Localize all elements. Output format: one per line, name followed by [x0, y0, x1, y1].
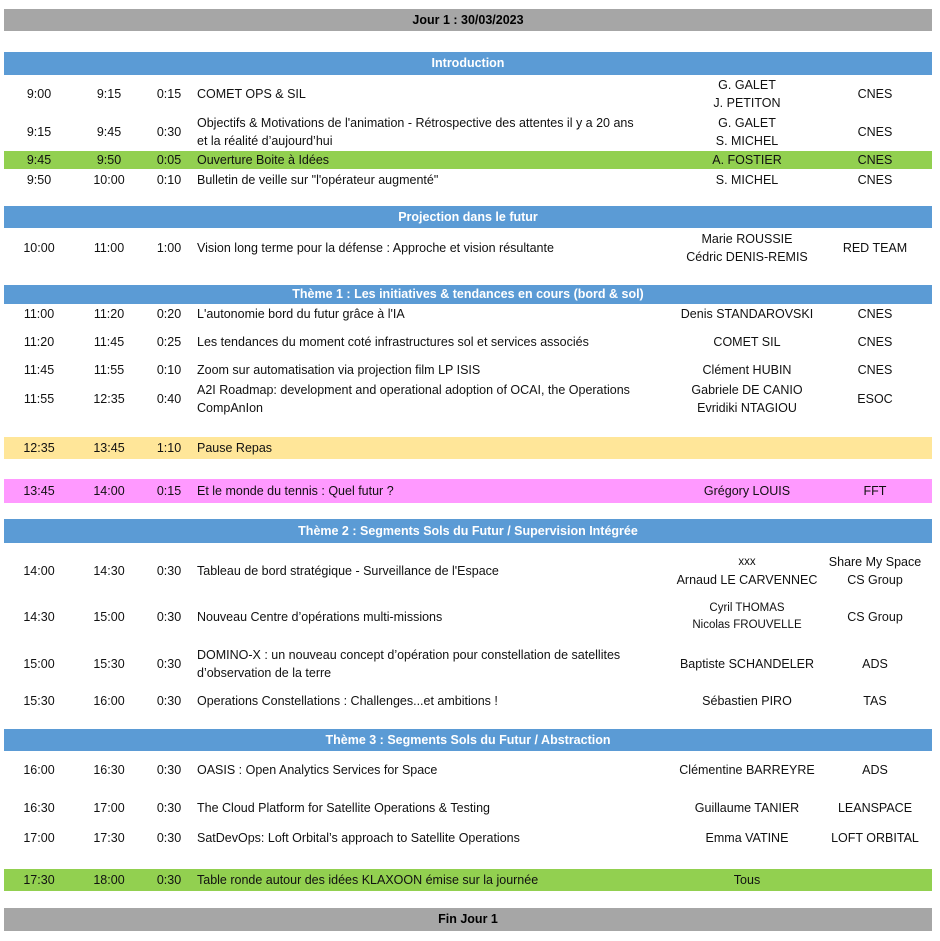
- speaker-name: Evridiki NTAGIOU: [697, 400, 797, 415]
- duration: 0:30: [156, 610, 182, 624]
- section-theme-1: Thème 1 : Les initiatives & tendances en cours (bord & sol): [4, 285, 932, 304]
- start-time: 11:20: [23, 335, 55, 349]
- schedule-row: [4, 552, 932, 590]
- section-theme-3: Thème 3 : Segments Sols du Futur / Abstraction: [4, 729, 932, 751]
- session-title: Ouverture Boite à Idées: [197, 153, 330, 167]
- organization: CNES: [857, 172, 893, 187]
- end-time: 14:30: [93, 564, 125, 578]
- start-time: 17:00: [23, 831, 55, 845]
- start-time: 12:35: [23, 441, 55, 455]
- end-time: 13:45: [93, 441, 125, 455]
- start-time: 9:00: [26, 87, 52, 101]
- speaker-name: Clémentine BARREYRE: [679, 763, 815, 777]
- schedule-row: [4, 170, 932, 189]
- speakers: [667, 76, 827, 112]
- end-time: 9:45: [96, 124, 122, 139]
- schedule-row: [4, 304, 932, 324]
- speaker-name: J. PETITON: [713, 96, 781, 110]
- end-time: 11:55: [93, 363, 125, 377]
- start-time: 16:00: [23, 763, 55, 777]
- duration: 0:10: [156, 363, 182, 377]
- duration: 0:40: [156, 391, 182, 406]
- session-title: [197, 113, 677, 150]
- duration: 0:30: [156, 124, 182, 139]
- duration: 1:00: [156, 241, 182, 255]
- schedule-row-highlight: [4, 479, 932, 503]
- end-time: 14:00: [93, 484, 125, 498]
- section-theme-2: Thème 2 : Segments Sols du Futur / Supervision Intégrée: [4, 519, 932, 543]
- schedule-row-lunch: [4, 437, 932, 459]
- end-time: 15:00: [93, 610, 125, 624]
- speaker-name: xxx: [738, 555, 756, 568]
- organization: ADS: [862, 763, 888, 777]
- duration: 0:15: [156, 484, 182, 498]
- session-title: Les tendances du moment coté infrastructures sol et services associés: [197, 335, 589, 349]
- organizations: [822, 552, 928, 590]
- speaker-name: S. MICHEL: [715, 133, 779, 148]
- session-title: Tableau de bord stratégique - Surveillance de l'Espace: [197, 564, 499, 578]
- end-time: 9:15: [96, 87, 122, 101]
- speaker-name: Gabriele DE CANIO: [691, 382, 803, 397]
- session-title: Et le monde du tennis : Quel futur ?: [197, 484, 394, 498]
- start-time: 11:55: [23, 391, 55, 406]
- organization: CNES: [857, 363, 893, 377]
- session-title: Bulletin de veille sur "l'opérateur augmenté": [197, 172, 439, 187]
- session-title: COMET OPS & SIL: [197, 87, 306, 101]
- start-time: 15:30: [23, 694, 55, 708]
- schedule-row: [4, 76, 932, 112]
- speakers: [667, 113, 827, 150]
- organization: TAS: [863, 694, 887, 708]
- duration: 0:30: [156, 831, 182, 845]
- schedule-row: [4, 691, 932, 711]
- speaker-name: S. MICHEL: [715, 172, 779, 187]
- start-time: 9:45: [26, 153, 52, 167]
- schedule-row: [4, 828, 932, 848]
- duration: 0:30: [156, 564, 182, 578]
- session-title-line: DOMINO-X : un nouveau concept d’opération pour constellation de satellites: [197, 648, 621, 662]
- speaker-name: Cédric DENIS-REMIS: [686, 250, 808, 264]
- duration: 1:10: [156, 441, 182, 455]
- end-time: 15:30: [93, 657, 125, 671]
- end-time: 10:00: [93, 172, 125, 187]
- end-time: 17:00: [93, 801, 125, 815]
- start-time: 15:00: [23, 657, 55, 671]
- day-header: Jour 1 : 30/03/2023: [4, 9, 932, 31]
- organization: ADS: [862, 657, 888, 671]
- speakers: [667, 598, 827, 636]
- speaker-name: Arnaud LE CARVENNEC: [676, 572, 818, 587]
- end-time: 16:00: [93, 694, 125, 708]
- start-time: 13:45: [23, 484, 55, 498]
- section-introduction: Introduction: [4, 52, 932, 75]
- section-projection: Projection dans le futur: [4, 206, 932, 228]
- schedule-row: [4, 798, 932, 818]
- start-time: 14:30: [23, 610, 55, 624]
- speaker-name: G. GALET: [718, 115, 776, 130]
- organization: CNES: [857, 87, 893, 101]
- duration: 0:30: [156, 694, 182, 708]
- duration: 0:30: [156, 763, 182, 777]
- end-time: 11:45: [93, 335, 125, 349]
- schedule-row-highlight: [4, 151, 932, 169]
- speakers: [667, 380, 827, 417]
- duration: 0:05: [156, 153, 182, 167]
- schedule-row: [4, 332, 932, 352]
- organization: CNES: [857, 307, 893, 321]
- end-time: 17:30: [93, 831, 125, 845]
- duration: 0:30: [156, 873, 182, 887]
- speaker-name: Nicolas FROUVELLE: [692, 619, 802, 631]
- duration: 0:15: [156, 87, 182, 101]
- speaker-name: Marie ROUSSIE: [701, 232, 793, 246]
- end-time: 9:50: [96, 153, 122, 167]
- organization: CNES: [857, 124, 893, 139]
- start-time: 16:30: [23, 801, 55, 815]
- schedule-row: [4, 598, 932, 636]
- speaker-name: Emma VATINE: [705, 831, 789, 845]
- schedule-row-highlight: [4, 869, 932, 891]
- session-title: [197, 645, 677, 683]
- start-time: 9:15: [26, 124, 52, 139]
- day-footer: Fin Jour 1: [4, 908, 932, 931]
- session-title: Operations Constellations : Challenges...et ambitions !: [197, 694, 498, 708]
- schedule-row: [4, 229, 932, 267]
- session-title-line: d’observation de la terre: [197, 666, 332, 680]
- start-time: 17:30: [23, 873, 55, 887]
- session-title: [197, 380, 677, 417]
- session-title: OASIS : Open Analytics Services for Space: [197, 763, 438, 777]
- organization: CNES: [857, 335, 893, 349]
- speaker-name: Baptiste SCHANDELER: [679, 657, 815, 671]
- speaker-name: Guillaume TANIER: [694, 801, 800, 815]
- session-title-line: Objectifs & Motivations de l'animation - Rétrospective des attentes il y a 20 ans: [197, 115, 634, 130]
- speaker-name: Tous: [733, 873, 761, 887]
- session-title: Nouveau Centre d’opérations multi-missions: [197, 610, 443, 624]
- end-time: 11:00: [93, 241, 125, 255]
- organization: CS Group: [847, 573, 903, 587]
- duration: 0:10: [156, 172, 182, 187]
- speaker-name: Cyril THOMAS: [709, 602, 785, 614]
- organization: RED TEAM: [842, 241, 908, 255]
- schedule-row: [4, 760, 932, 780]
- organization: FFT: [863, 484, 887, 498]
- speaker-name: A. FOSTIER: [712, 153, 782, 167]
- speakers: [667, 552, 827, 590]
- duration: 0:30: [156, 801, 182, 815]
- session-title-line: A2I Roadmap: development and operational adoption of OCAI, the Operations: [197, 382, 630, 397]
- speaker-name: Denis STANDAROVSKI: [680, 307, 814, 321]
- session-title: SatDevOps: Loft Orbital’s approach to Satellite Operations: [197, 831, 520, 845]
- duration: 0:20: [156, 307, 182, 321]
- end-time: 18:00: [93, 873, 125, 887]
- organization: CS Group: [847, 610, 903, 624]
- organization: ESOC: [857, 391, 893, 406]
- schedule-row: [4, 113, 932, 150]
- duration: 0:25: [156, 335, 182, 349]
- duration: 0:30: [156, 657, 182, 671]
- session-title: Vision long terme pour la défense : Approche et vision résultante: [197, 241, 554, 255]
- session-title: Zoom sur automatisation via projection film LP ISIS: [197, 363, 481, 377]
- session-title: L'autonomie bord du futur grâce à l'IA: [197, 307, 405, 321]
- speaker-name: COMET SIL: [713, 335, 781, 349]
- speakers: [667, 229, 827, 267]
- session-title-line: CompAnIon: [197, 400, 264, 415]
- end-time: 11:20: [93, 307, 125, 321]
- organization: LEANSPACE: [837, 801, 913, 815]
- organization: CNES: [857, 153, 893, 167]
- session-title: Pause Repas: [197, 441, 273, 455]
- end-time: 12:35: [93, 391, 125, 406]
- schedule-row: [4, 645, 932, 683]
- speaker-name: G. GALET: [718, 78, 776, 92]
- start-time: 11:00: [23, 307, 55, 321]
- schedule-row: [4, 360, 932, 380]
- session-title-line: et la réalité d’aujourd’hui: [197, 133, 333, 148]
- start-time: 9:50: [26, 172, 52, 187]
- organization: Share My Space: [828, 555, 922, 569]
- start-time: 10:00: [23, 241, 55, 255]
- speaker-name: Grégory LOUIS: [703, 484, 791, 498]
- session-title: The Cloud Platform for Satellite Operations & Testing: [197, 801, 490, 815]
- organization: LOFT ORBITAL: [831, 831, 919, 845]
- speaker-name: Clément HUBIN: [702, 363, 792, 377]
- speaker-name: Sébastien PIRO: [702, 694, 792, 708]
- end-time: 16:30: [93, 763, 125, 777]
- start-time: 14:00: [23, 564, 55, 578]
- schedule-row: [4, 380, 932, 417]
- session-title: Table ronde autour des idées KLAXOON émise sur la journée: [197, 873, 539, 887]
- start-time: 11:45: [23, 363, 55, 377]
